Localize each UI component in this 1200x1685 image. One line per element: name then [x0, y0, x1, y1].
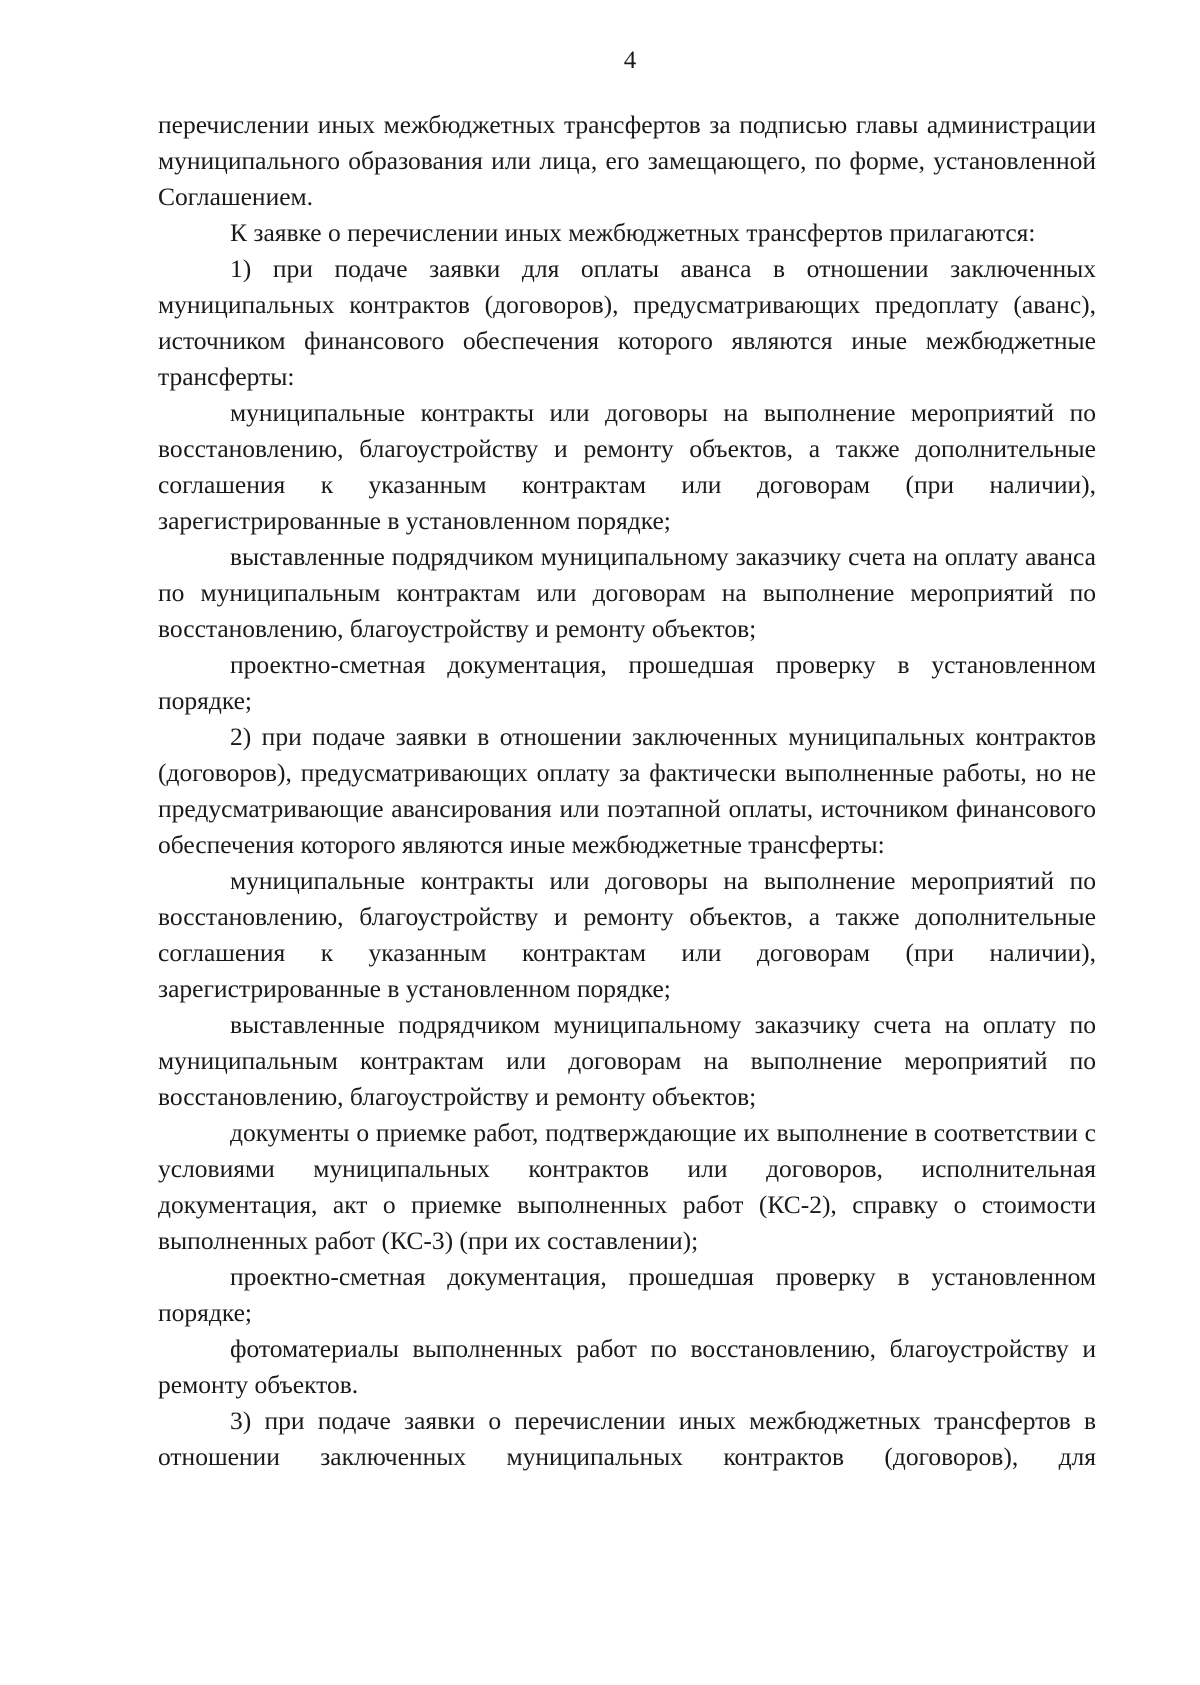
paragraph-12: фотоматериалы выполненных работ по восстановлению, благоустройству и ремонту объектов. — [158, 1334, 1096, 1399]
paragraph-13: 3) при подаче заявки о перечислении иных межбюджетных трансфертов в отношении заключенных муниципальных контрактов (договоров), для — [158, 1406, 1096, 1471]
document-body — [158, 107, 1096, 1475]
paragraph-6: проектно-сметная документация, прошедшая проверку в установленном порядке; — [158, 650, 1096, 715]
paragraph-1: перечислении иных межбюджетных трансфертов за подписью главы администрации муниципального образования или лица, его замещающего, по форме, установленной Соглашением. — [158, 110, 1096, 211]
paragraph-5: выставленные подрядчиком муниципальному заказчику счета на оплату аванса по муниципальным контрактам или договорам на выполнение мероприятий по восстановлению, благоустройству и ремонту объектов; — [158, 542, 1096, 643]
paragraph-2: К заявке о перечислении иных межбюджетных трансфертов прилагаются: — [230, 218, 1036, 247]
paragraph-4: муниципальные контракты или договоры на выполнение мероприятий по восстановлению, благоустройству и ремонту объектов, а также дополнительные соглашения к указанным контрактам или договорам (при наличии), зарегистрированные в установленном порядке; — [158, 398, 1096, 535]
page-number: 4 — [623, 47, 637, 74]
paragraph-10: документы о приемке работ, подтверждающие их выполнение в соответствии с условиями муниципальных контрактов или договоров, исполнительная документация, акт о приемке выполненных работ (КС-2), справку о стоимости выполненных работ (КС-3) (при их составлении); — [158, 1118, 1096, 1255]
paragraph-11: проектно-сметная документация, прошедшая проверку в установленном порядке; — [158, 1262, 1096, 1327]
paragraph-3: 1) при подаче заявки для оплаты аванса в отношении заключенных муниципальных контрактов (договоров), предусматривающих предоплату (аванс), источником финансового обеспечения которого являются иные межбюджетные трансферты: — [158, 254, 1096, 391]
paragraph-7: 2) при подаче заявки в отношении заключенных муниципальных контрактов (договоров), предусматривающих оплату за фактически выполненные работы, но не предусматривающие авансирования или поэтапной оплаты, источником финансового обеспечения которого являются иные межбюджетные трансферты: — [158, 722, 1096, 859]
paragraph-9: выставленные подрядчиком муниципальному заказчику счета на оплату по муниципальным контрактам или договорам на выполнение мероприятий по восстановлению, благоустройству и ремонту объектов; — [158, 1010, 1096, 1111]
paragraph-8: муниципальные контракты или договоры на выполнение мероприятий по восстановлению, благоустройству и ремонту объектов, а также дополнительные соглашения к указанным контрактам или договорам (при наличии), зарегистрированные в установленном порядке; — [158, 866, 1096, 1003]
